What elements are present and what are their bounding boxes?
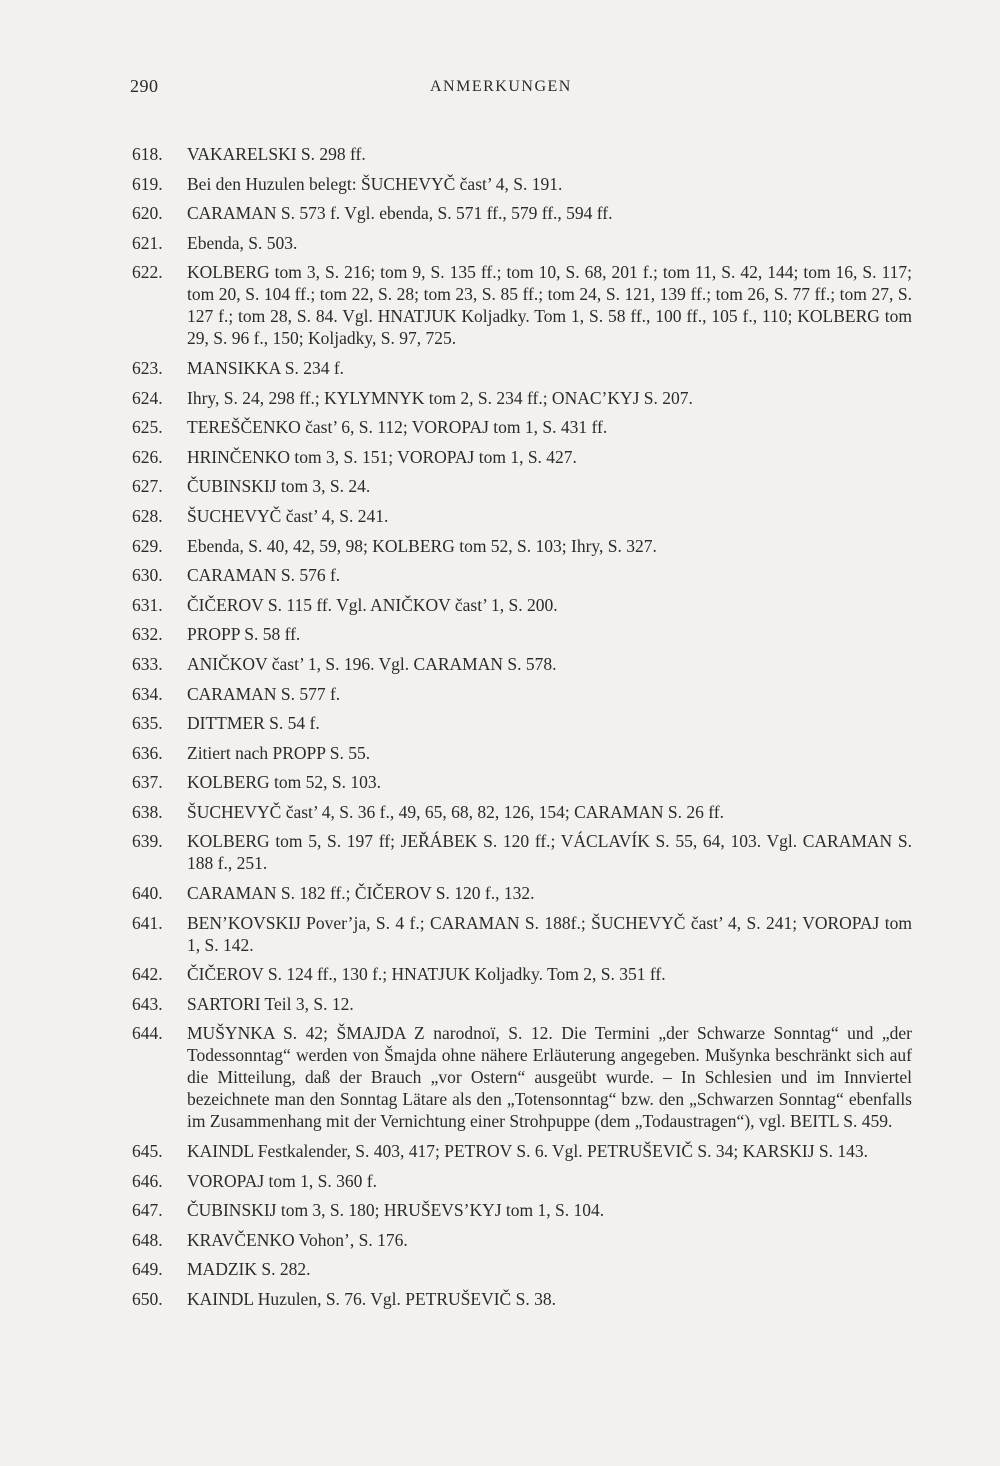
note-entry — [132, 143, 912, 165]
note-number: 650. — [132, 1289, 163, 1309]
note-number: 621. — [132, 232, 163, 253]
note-entry — [132, 801, 912, 823]
note-number: 632. — [132, 624, 163, 645]
note-entry — [132, 387, 912, 409]
note-entry — [132, 1199, 912, 1221]
note-number: 626. — [132, 446, 163, 467]
note-entry — [132, 202, 912, 224]
note-entry — [132, 683, 912, 705]
note-text: CARAMAN S. 182 ff.; ČIČEROV S. 120 f., 132. — [187, 883, 535, 904]
note-entry — [132, 357, 912, 379]
note-entry — [132, 173, 912, 195]
note-text: PROPP S. 58 ff. — [187, 624, 301, 645]
note-number: 642. — [132, 964, 163, 985]
note-number: 634. — [132, 683, 163, 704]
note-entry — [132, 912, 912, 956]
note-text: KAINDL Festkalender, S. 403, 417; PETROV S. 6. Vgl. PETRUŠEVIČ S. 34; KARSKIJ S. 143. — [187, 1141, 869, 1162]
note-text: MUŠYNKA S. 42; ŠMAJDA Z narodnoï, S. 12. Die Termini „der Schwarze Sonntag“ und „der Todessonntag“ werden von Šmajda ohne nähere Erläuterung angegeben. Mušynka beschränkt sich auf die Mitteilung, daß der Brauch „vor Ostern“ ausgeübt wurde. – In Schlesien und im Innviertel bezeichnete man den Sonntag Lätare als den „Totensonntag“ bzw. den „Schwarzen Sonntag“ ebenfalls im Zusammenhang mit der Vernichtung einer Strohpuppe (dem „Todaustragen“), vgl. BEITL S. 459. — [187, 1023, 912, 1132]
note-number: 648. — [132, 1229, 163, 1250]
note-entry — [132, 261, 912, 349]
note-number: 622. — [132, 262, 163, 283]
note-entry — [132, 830, 912, 874]
note-text: CARAMAN S. 573 f. Vgl. ebenda, S. 571 ff., 579 ff., 594 ff. — [187, 203, 613, 224]
note-text: ŠUCHEVYČ čast’ 4, S. 241. — [187, 505, 389, 526]
note-text: VOROPAJ tom 1, S. 360 f. — [187, 1170, 377, 1191]
note-entry — [132, 712, 912, 734]
note-text: VAKARELSKI S. 298 ff. — [187, 144, 366, 164]
note-entry — [132, 1140, 912, 1162]
note-entry — [132, 1288, 912, 1310]
note-number: 643. — [132, 993, 163, 1014]
note-entry — [132, 446, 912, 468]
running-head: ANMERKUNGEN — [430, 78, 572, 95]
note-text: Ihry, S. 24, 298 ff.; KYLYMNYK tom 2, S. 234 ff.; ONAC’KYJ S. 207. — [187, 387, 693, 408]
note-number: 629. — [132, 535, 163, 556]
note-text: CARAMAN S. 577 f. — [187, 683, 341, 704]
note-number: 631. — [132, 594, 163, 615]
note-number: 649. — [132, 1259, 163, 1280]
note-text: HRINČENKO tom 3, S. 151; VOROPAJ tom 1, S. 427. — [187, 446, 577, 467]
notes-list — [132, 143, 912, 1318]
note-entry — [132, 416, 912, 438]
note-number: 639. — [132, 831, 163, 852]
note-text: Zitiert nach PROPP S. 55. — [187, 742, 371, 763]
note-text: Bei den Huzulen belegt: ŠUCHEVYČ čast’ 4, S. 191. — [187, 173, 563, 194]
note-entry — [132, 564, 912, 586]
note-number: 637. — [132, 772, 163, 793]
note-number: 640. — [132, 883, 163, 904]
note-entry — [132, 963, 912, 985]
note-entry — [132, 993, 912, 1015]
note-entry — [132, 771, 912, 793]
note-entry — [132, 475, 912, 497]
note-entry — [132, 653, 912, 675]
note-entry — [132, 505, 912, 527]
note-entry — [132, 742, 912, 764]
note-text: ČIČEROV S. 115 ff. Vgl. ANIČKOV čast’ 1, S. 200. — [187, 594, 558, 615]
note-number: 633. — [132, 653, 163, 674]
note-number: 641. — [132, 912, 163, 933]
note-number: 624. — [132, 387, 163, 408]
note-entry — [132, 1022, 912, 1132]
note-text: MANSIKKA S. 234 f. — [187, 357, 345, 378]
note-number: 623. — [132, 357, 163, 378]
note-text: KAINDL Huzulen, S. 76. Vgl. PETRUŠEVIČ S. 38. — [187, 1289, 556, 1309]
note-number: 635. — [132, 713, 163, 734]
note-text: KRAVČENKO Vohon’, S. 176. — [187, 1229, 408, 1250]
note-text: ČIČEROV S. 124 ff., 130 f.; HNATJUK Koljadky. Tom 2, S. 351 ff. — [187, 964, 666, 985]
note-text: KOLBERG tom 5, S. 197 ff; JEŘÁBEK S. 120 ff.; VÁCLAVÍK S. 55, 64, 103. Vgl. CARAMAN S. 188 f., 251. — [187, 831, 912, 874]
note-number: 647. — [132, 1200, 163, 1221]
note-text: KOLBERG tom 52, S. 103. — [187, 772, 381, 793]
note-number: 630. — [132, 565, 163, 586]
note-number: 625. — [132, 417, 163, 438]
note-entry — [132, 535, 912, 557]
note-entry — [132, 594, 912, 616]
note-text: ANIČKOV čast’ 1, S. 196. Vgl. CARAMAN S. 578. — [187, 653, 557, 674]
note-text: SARTORI Teil 3, S. 12. — [187, 993, 354, 1014]
note-entry — [132, 882, 912, 904]
note-text: ŠUCHEVYČ čast’ 4, S. 36 f., 49, 65, 68, 82, 126, 154; CARAMAN S. 26 ff. — [187, 801, 725, 822]
note-text: ČUBINSKIJ tom 3, S. 180; HRUŠEVS’KYJ tom 1, S. 104. — [187, 1200, 605, 1221]
note-number: 638. — [132, 801, 163, 822]
page-number: 290 — [130, 76, 159, 96]
note-number: 646. — [132, 1170, 163, 1191]
note-text: Ebenda, S. 503. — [187, 232, 298, 253]
note-number: 627. — [132, 476, 163, 497]
note-text: CARAMAN S. 576 f. — [187, 565, 341, 586]
note-text: Ebenda, S. 40, 42, 59, 98; KOLBERG tom 52, S. 103; Ihry, S. 327. — [187, 535, 657, 556]
note-number: 636. — [132, 742, 163, 763]
note-number: 645. — [132, 1141, 163, 1162]
note-text: DITTMER S. 54 f. — [187, 713, 320, 734]
note-entry — [132, 1258, 912, 1280]
note-number: 644. — [132, 1023, 163, 1044]
note-text: BEN’KOVSKIJ Pover’ja, S. 4 f.; CARAMAN S. 188f.; ŠUCHEVYČ čast’ 4, S. 241; VOROPAJ tom 1, S. 142. — [187, 912, 912, 955]
note-number: 619. — [132, 173, 163, 194]
note-entry — [132, 232, 912, 254]
note-entry — [132, 1170, 912, 1192]
note-text: KOLBERG tom 3, S. 216; tom 9, S. 135 ff.; tom 10, S. 68, 201 f.; tom 11, S. 42, 144; tom 16, S. 117; tom 20, S. 104 ff.; tom 22, S. 28; tom 23, S. 85 ff.; tom 24, S. 121, 139 ff.; tom 26, S. 77 ff.; tom 27, S. 127 f.; tom 28, S. 84. Vgl. HNATJUK Koljadky. Tom 1, S. 58 ff., 100 ff., 105 f., 110; KOLBERG tom 29, S. 96 f., 150; Koljadky, S. 97, 725. — [187, 262, 912, 349]
note-text: MADZIK S. 282. — [187, 1259, 311, 1280]
note-number: 628. — [132, 505, 163, 526]
note-number: 620. — [132, 203, 163, 224]
note-entry — [132, 623, 912, 645]
note-text: TEREŠČENKO čast’ 6, S. 112; VOROPAJ tom 1, S. 431 ff. — [187, 417, 608, 438]
note-number: 618. — [132, 144, 163, 164]
note-text: ČUBINSKIJ tom 3, S. 24. — [187, 476, 371, 497]
note-entry — [132, 1229, 912, 1251]
